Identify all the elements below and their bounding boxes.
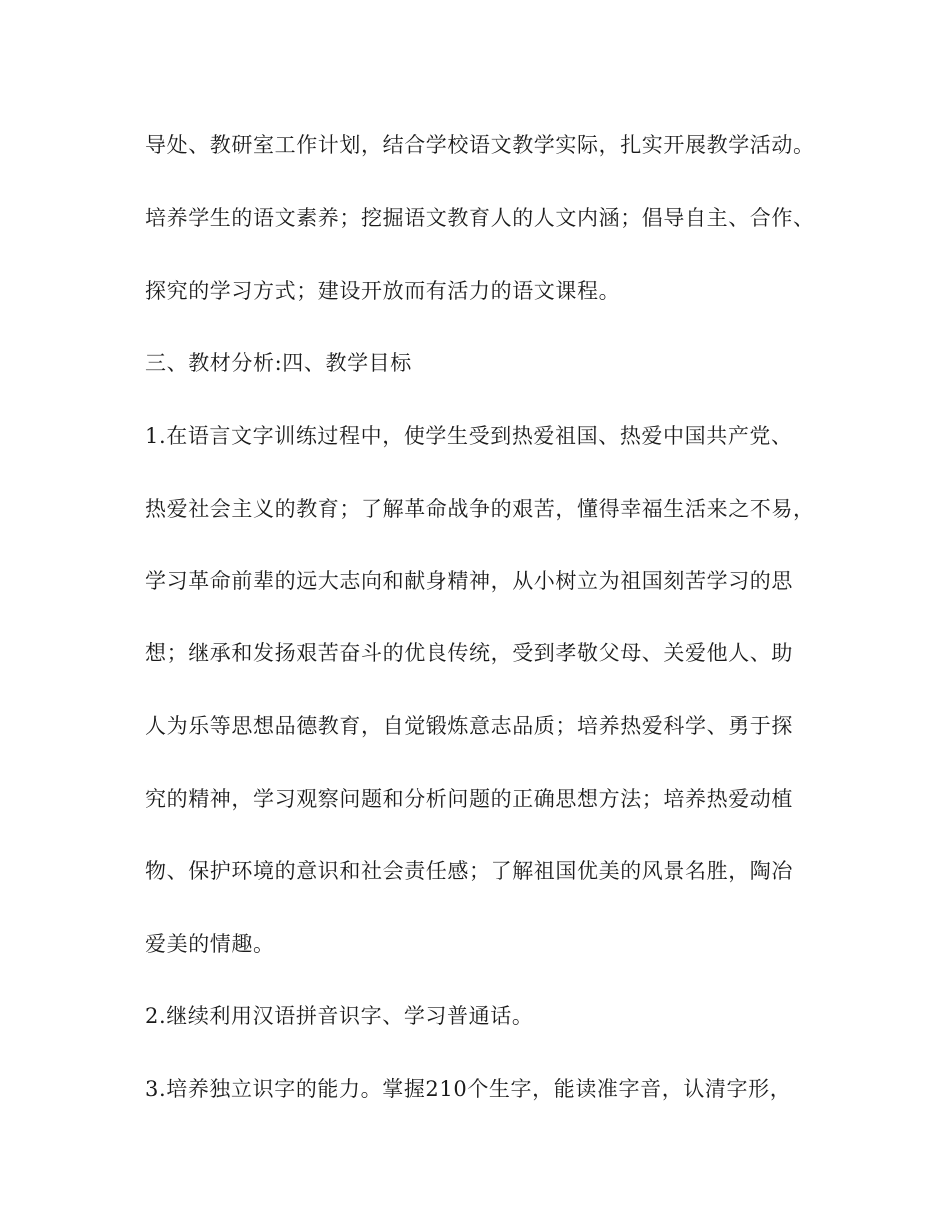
text-line: 学习革命前辈的远大志向和献身精神，从小树立为祖国刻苦学习的思 bbox=[145, 569, 793, 593]
text-line: 物、保护环境的意识和社会责任感；了解祖国优美的风景名胜，陶冶 bbox=[145, 859, 793, 883]
text-line: 导处、教研室工作计划，结合学校语文教学实际，扎实开展教学活动。 bbox=[145, 133, 815, 157]
text-line: 究的精神，学习观察问题和分析问题的正确思想方法；培养热爱动植 bbox=[145, 787, 793, 811]
text-line: 培养学生的语文素养；挖掘语文教育人的人文内涵；倡导自主、合作、 bbox=[145, 206, 815, 230]
text-line: 想；继承和发扬艰苦奋斗的优良传统，受到孝敬父母、关爱他人、助 bbox=[145, 641, 793, 665]
text-line: 热爱社会主义的教育；了解革命战争的艰苦，懂得幸福生活来之不易， bbox=[145, 497, 815, 521]
text-line: 1.在语言文字训练过程中，使学生受到热爱祖国、热爱中国共产党、 bbox=[145, 424, 793, 448]
text-line: 3.培养独立识字的能力。掌握210个生字，能读准字音，认清字形， bbox=[145, 1077, 792, 1101]
section-heading: 三、教材分析:四、教学目标 bbox=[145, 351, 412, 375]
text-line: 人为乐等思想品德教育，自觉锻炼意志品质；培养热爱科学、勇于探 bbox=[145, 714, 793, 738]
text-line: 2.继续利用汉语拼音识字、学习普通话。 bbox=[145, 1004, 534, 1028]
text-line: 爱美的情趣。 bbox=[145, 932, 275, 956]
text-line: 探究的学习方式；建设开放而有活力的语文课程。 bbox=[145, 279, 621, 303]
